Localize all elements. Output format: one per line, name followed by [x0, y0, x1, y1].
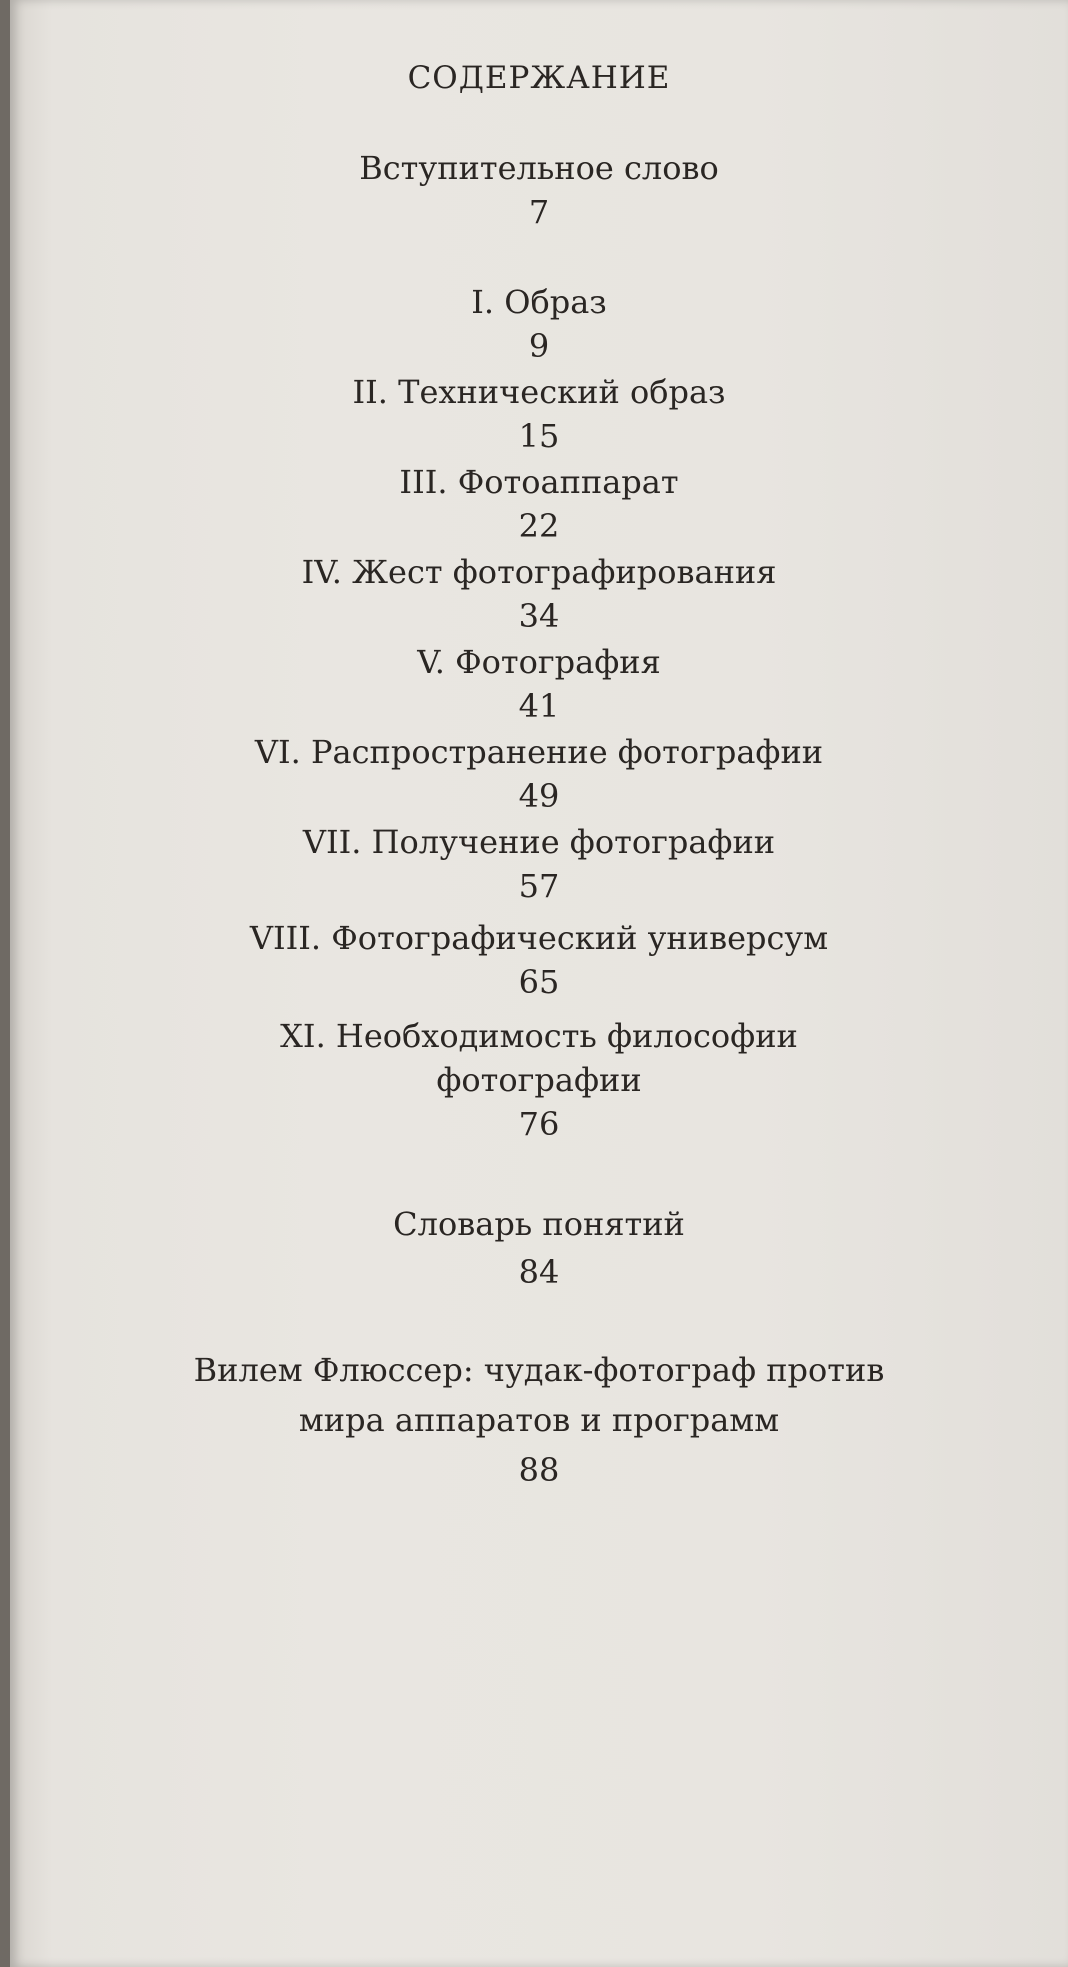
toc-entry-page: 34: [518, 597, 560, 635]
toc-entry-title: III. Фотоаппарат: [399, 463, 679, 501]
toc-entry-page: 84: [518, 1253, 560, 1291]
toc-entry-title: I. Образ: [471, 283, 607, 321]
toc-entry-title: VIII. Фотографический универсум: [249, 919, 829, 957]
toc-heading: СОДЕРЖАНИЕ: [407, 60, 671, 96]
toc-entry-title: Вилем Флюссер: чудак-фотограф против: [193, 1351, 885, 1389]
toc-entry-page: 65: [518, 963, 560, 1001]
toc-entry-page: 76: [518, 1105, 560, 1143]
toc-entry-page: 88: [518, 1451, 560, 1489]
toc-entry-title: VI. Распространение фотографии: [254, 733, 824, 771]
toc-entry-page: 57: [518, 867, 560, 905]
book-page: [10, 0, 1068, 1967]
toc-entry-title: IV. Жест фотографирования: [301, 553, 777, 591]
toc-entry-title: Словарь понятий: [393, 1205, 685, 1243]
toc-entry-title: VII. Получение фотографии: [302, 823, 776, 861]
toc-entry-page: 22: [518, 507, 560, 545]
toc-entry-page: 41: [518, 687, 560, 725]
toc-entry-title: II. Технический образ: [352, 373, 726, 411]
toc-entry-page: 9: [528, 327, 550, 365]
toc-entry-title-continued: фотографии: [436, 1061, 642, 1099]
toc-entry-title: V. Фотография: [417, 643, 661, 681]
toc-entry-title-continued: мира аппаратов и программ: [298, 1401, 780, 1439]
toc-entry-title: Вступительное слово: [359, 149, 719, 187]
toc-entry-page: 7: [528, 193, 550, 231]
toc-entry-page: 49: [518, 777, 560, 815]
toc-entry-title: XI. Необходимость философии: [280, 1017, 798, 1055]
toc-entry-page: 15: [518, 417, 560, 455]
